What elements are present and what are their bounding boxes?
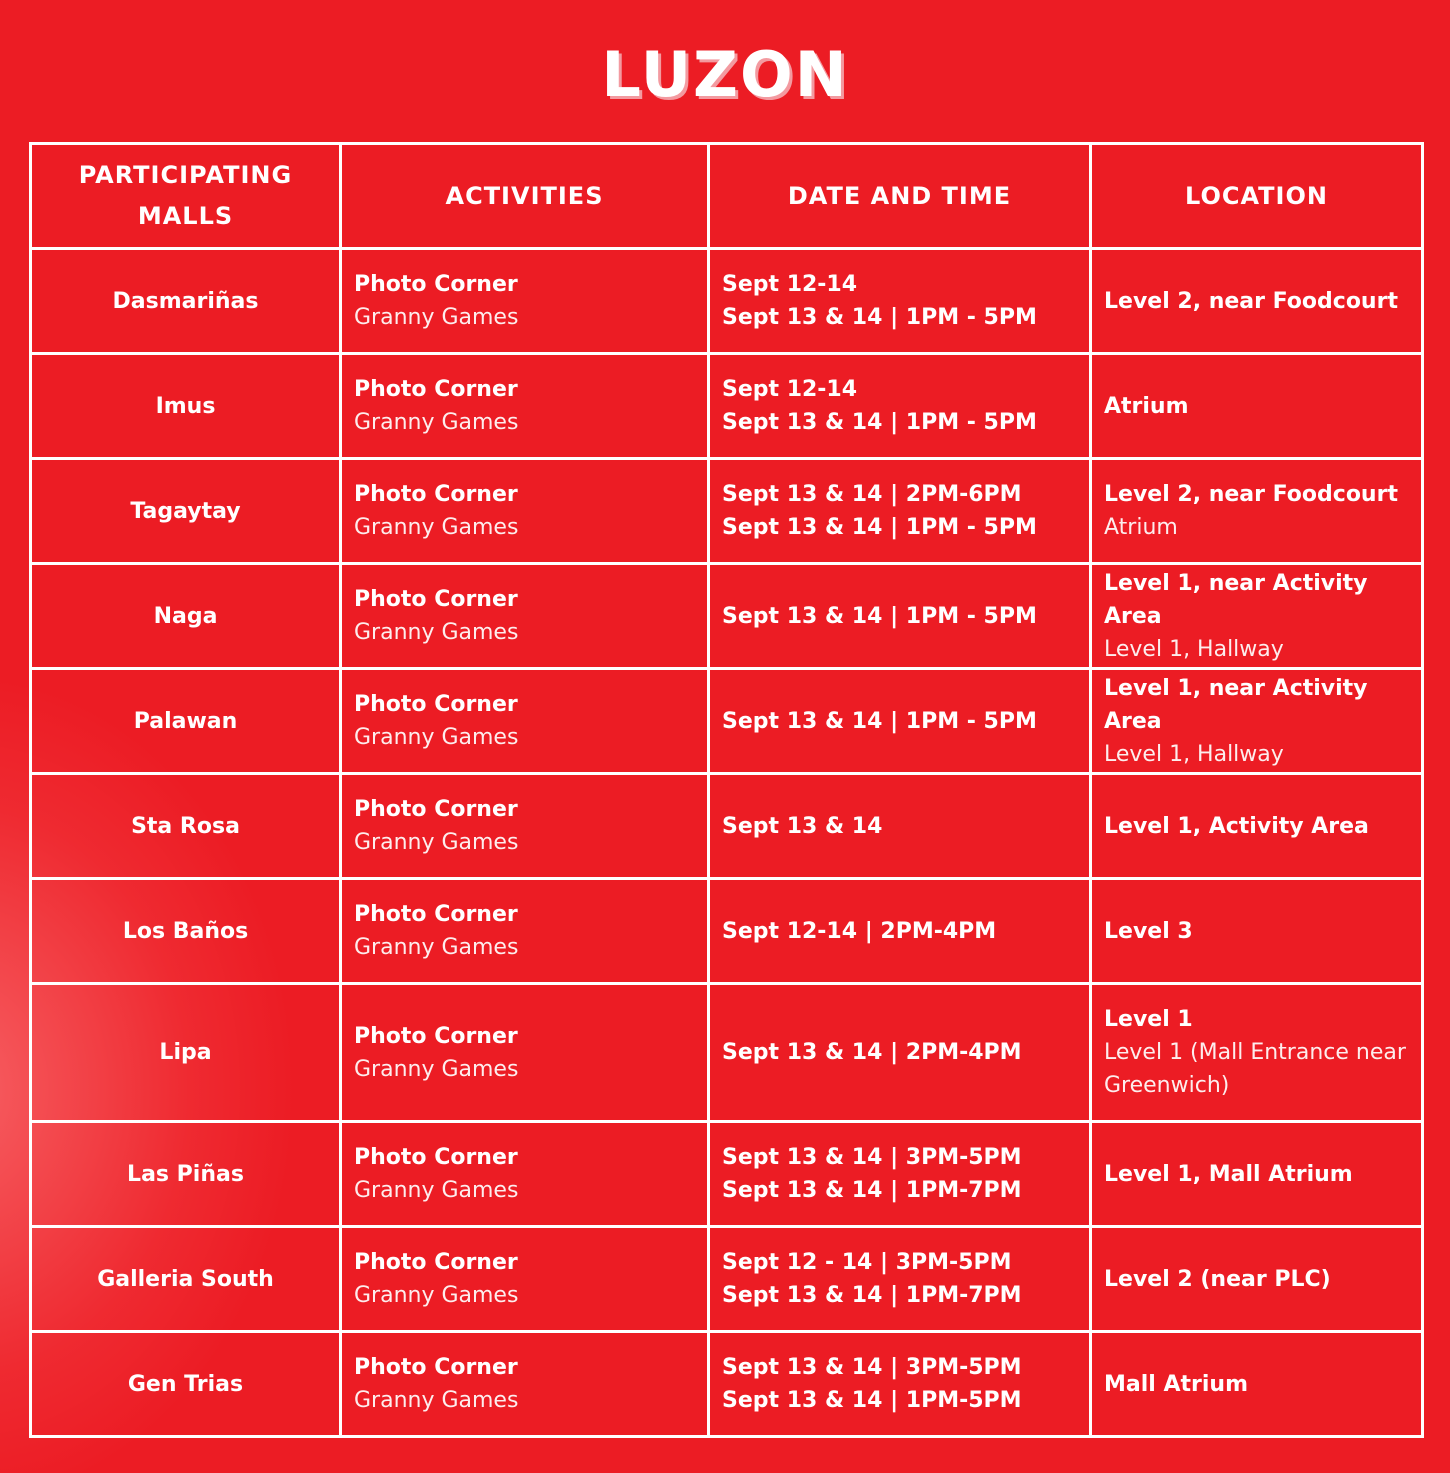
mall-name: Los Baños (122, 918, 249, 944)
activities-cell (341, 564, 709, 669)
date-time-cell (709, 1122, 1091, 1227)
activity-item: Photo Corner (354, 1145, 518, 1170)
header-date-and-time: DATE AND TIME (709, 144, 1091, 249)
header-row (31, 144, 1423, 249)
mall-name-cell (31, 354, 341, 459)
date-time-cell (709, 984, 1091, 1122)
date-time-line: Sept 12-14 (722, 377, 858, 402)
mall-name: Tagaytay (130, 498, 241, 524)
page-title: LUZON (601, 38, 849, 111)
mall-name-cell (31, 459, 341, 564)
table-row (31, 774, 1423, 879)
table-row (31, 669, 1423, 774)
date-time-cell (709, 564, 1091, 669)
table-row (31, 879, 1423, 984)
mall-name: Galleria South (97, 1266, 274, 1292)
location-line: Level 1, Hallway (1104, 636, 1284, 662)
location-cell (1091, 459, 1423, 564)
table-row (31, 1227, 1423, 1332)
location-cell (1091, 1332, 1423, 1437)
date-time-line: Sept 13 & 14 | 1PM-5PM (722, 1388, 1022, 1413)
activity-item: Photo Corner (354, 692, 518, 717)
mall-name: Imus (155, 393, 216, 419)
location-cell (1091, 1122, 1423, 1227)
date-time-cell (709, 354, 1091, 459)
location-cell (1091, 249, 1423, 354)
location-cell (1091, 1227, 1423, 1332)
date-time-line: Sept 12 - 14 | 3PM-5PM (722, 1250, 1012, 1275)
date-time-cell (709, 459, 1091, 564)
activities-cell (341, 459, 709, 564)
activity-item: Granny Games (354, 725, 519, 750)
activity-item: Granny Games (354, 1056, 519, 1082)
table-row (31, 1332, 1423, 1437)
mall-name-cell (31, 879, 341, 984)
location-line: Mall Atrium (1104, 1371, 1248, 1397)
schedule-table (29, 142, 1424, 1438)
mall-name-cell (31, 1227, 341, 1332)
date-time-line: Sept 13 & 14 | 1PM-7PM (722, 1178, 1022, 1203)
activity-item: Granny Games (354, 515, 519, 540)
header-participating-malls: PARTICIPATING MALLS (31, 144, 341, 249)
table-row (31, 564, 1423, 669)
activity-item: Granny Games (354, 620, 519, 645)
table-row (31, 984, 1423, 1122)
date-time-cell (709, 1332, 1091, 1437)
location-line: Level 1 (1104, 1007, 1193, 1032)
table-row (31, 1122, 1423, 1227)
table-row (31, 249, 1423, 354)
mall-name-cell (31, 774, 341, 879)
date-time-line: Sept 13 & 14 | 1PM - 5PM (722, 515, 1037, 540)
date-time-line: Sept 13 & 14 (722, 813, 883, 839)
mall-name: Naga (153, 603, 218, 629)
header-location: LOCATION (1091, 144, 1423, 249)
activity-item: Photo Corner (354, 272, 518, 297)
location-cell (1091, 669, 1423, 774)
mall-name: Dasmariñas (112, 288, 259, 314)
location-cell (1091, 984, 1423, 1122)
location-line: Level 1, near Activity Area (1104, 675, 1368, 734)
mall-name-cell (31, 669, 341, 774)
activity-item: Photo Corner (354, 587, 518, 612)
activity-item: Granny Games (354, 410, 519, 435)
activities-cell (341, 1332, 709, 1437)
activity-item: Photo Corner (354, 1355, 518, 1380)
date-time-line: Sept 13 & 14 | 2PM-6PM (722, 482, 1022, 507)
mall-name-cell (31, 249, 341, 354)
location-line: Atrium (1104, 393, 1189, 419)
date-time-cell (709, 774, 1091, 879)
location-line: Atrium (1104, 515, 1178, 540)
activity-item: Photo Corner (354, 902, 518, 927)
mall-name: Gen Trias (127, 1371, 244, 1397)
mall-name-cell (31, 984, 341, 1122)
location-cell (1091, 564, 1423, 669)
activity-item: Granny Games (354, 1283, 519, 1308)
location-line: Level 1, Hallway (1104, 741, 1284, 767)
activities-cell (341, 774, 709, 879)
header-activities: ACTIVITIES (341, 144, 709, 249)
date-time-line: Sept 13 & 14 | 1PM - 5PM (722, 603, 1037, 629)
activity-item: Photo Corner (354, 797, 518, 822)
activities-cell (341, 879, 709, 984)
location-line: Level 1, near Activity Area (1104, 570, 1368, 629)
date-time-cell (709, 879, 1091, 984)
activities-cell (341, 1122, 709, 1227)
mall-name: Sta Rosa (131, 813, 240, 839)
location-cell (1091, 774, 1423, 879)
activity-item: Granny Games (354, 1178, 519, 1203)
mall-name-cell (31, 1332, 341, 1437)
activities-cell (341, 984, 709, 1122)
location-cell (1091, 879, 1423, 984)
date-time-cell (709, 669, 1091, 774)
activities-cell (341, 249, 709, 354)
date-time-line: Sept 13 & 14 | 3PM-5PM (722, 1145, 1022, 1170)
location-line: Level 3 (1104, 918, 1193, 944)
date-time-cell (709, 249, 1091, 354)
date-time-line: Sept 13 & 14 | 1PM-7PM (722, 1283, 1022, 1308)
date-time-cell (709, 1227, 1091, 1332)
date-time-line: Sept 13 & 14 | 1PM - 5PM (722, 305, 1037, 330)
location-line: Level 2, near Foodcourt (1104, 288, 1398, 314)
date-time-line: Sept 13 & 14 | 2PM-4PM (722, 1040, 1022, 1065)
activity-item: Photo Corner (354, 482, 518, 507)
mall-name-cell (31, 1122, 341, 1227)
date-time-line: Sept 13 & 14 | 3PM-5PM (722, 1355, 1022, 1380)
activity-item: Granny Games (354, 830, 519, 855)
activity-item: Granny Games (354, 1388, 519, 1413)
activities-cell (341, 354, 709, 459)
location-line: Level 2 (near PLC) (1104, 1266, 1331, 1292)
activity-item: Photo Corner (354, 1023, 518, 1049)
table-row (31, 354, 1423, 459)
location-line: Level 1, Activity Area (1104, 813, 1369, 839)
activity-item: Granny Games (354, 935, 519, 960)
date-time-line: Sept 12-14 (722, 272, 858, 297)
mall-name-cell (31, 564, 341, 669)
mall-name: Lipa (159, 1040, 212, 1065)
mall-name: Palawan (133, 708, 238, 734)
activities-cell (341, 1227, 709, 1332)
activity-item: Granny Games (354, 305, 519, 330)
date-time-line: Sept 13 & 14 | 1PM - 5PM (722, 708, 1037, 734)
mall-name: Las Piñas (127, 1161, 244, 1187)
location-line: Level 1, Mall Atrium (1104, 1161, 1353, 1187)
activities-cell (341, 669, 709, 774)
activity-item: Photo Corner (354, 377, 518, 402)
date-time-line: Sept 13 & 14 | 1PM - 5PM (722, 410, 1037, 435)
location-cell (1091, 354, 1423, 459)
location-line: Level 2, near Foodcourt (1104, 482, 1398, 507)
location-line: Level 1 (Mall Entrance near Greenwich) (1104, 1040, 1406, 1098)
table-row (31, 459, 1423, 564)
activity-item: Photo Corner (354, 1250, 518, 1275)
date-time-line: Sept 12-14 | 2PM-4PM (722, 918, 997, 944)
